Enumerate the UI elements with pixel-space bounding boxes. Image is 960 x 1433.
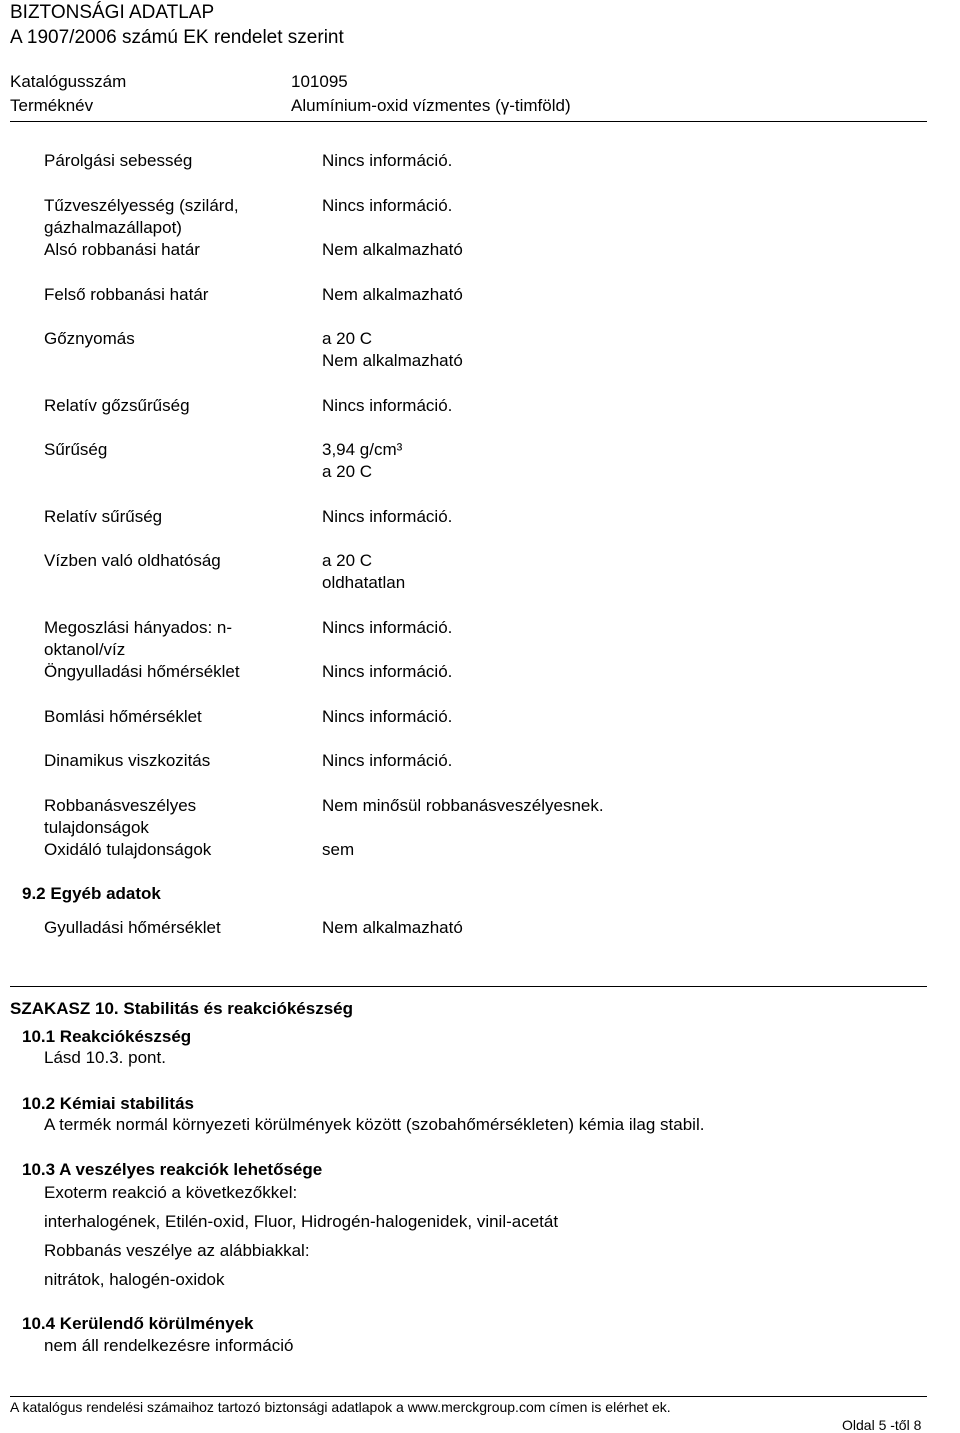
header-divider (10, 121, 927, 122)
property-value: Nincs információ. (322, 507, 453, 526)
property-label: Öngyulladási hőmérséklet (44, 662, 240, 681)
property-value: oldhatatlan (322, 573, 406, 592)
property-value: Nincs információ. (322, 618, 453, 637)
property-label: Relatív gőzsűrűség (44, 396, 190, 415)
property-value: a 20 C (322, 329, 373, 348)
section-9-2-heading: 9.2 Egyéb adatok (22, 884, 161, 903)
section-10-3-text: Robbanás veszélye az alábbiakkal: (44, 1241, 310, 1260)
section-10-2-heading: 10.2 Kémiai stabilitás (22, 1094, 194, 1113)
section-10-4-heading: 10.4 Kerülendő körülmények (22, 1314, 254, 1333)
section-10-1-heading: 10.1 Reakciókészség (22, 1027, 192, 1046)
product-label: Terméknév (10, 96, 94, 115)
property-value: a 20 C (322, 551, 373, 570)
property-value: Nincs információ. (322, 662, 453, 681)
section-10-3-heading: 10.3 A veszélyes reakciók lehetősége (22, 1160, 323, 1179)
page-number: Oldal 5 -től 8 (842, 1417, 922, 1433)
property-label: Bomlási hőmérséklet (44, 707, 202, 726)
section-10-3-text: Exoterm reakció a következőkkel: (44, 1183, 298, 1202)
property-label: Felső robbanási határ (44, 285, 209, 304)
property-value: 3,94 g/cm³ (322, 440, 403, 459)
property-label: tulajdonságok (44, 818, 149, 837)
section-divider (10, 986, 927, 987)
property-value: Nincs információ. (322, 196, 453, 215)
section-10-3-text: interhalogének, Etilén-oxid, Fluor, Hidrogén-halogenidek, vinil-acetát (44, 1212, 559, 1231)
property-label: gázhalmazállapot) (44, 218, 182, 237)
property-label: Párolgási sebesség (44, 151, 193, 170)
document-subtitle: A 1907/2006 számú EK rendelet szerint (10, 27, 344, 48)
property-value: Nem minősül robbanásveszélyesnek. (322, 796, 604, 815)
section-10-2-text: A termék normál környezeti körülmények között (szobahőmérsékleten) kémia ilag stabil. (44, 1115, 705, 1134)
property-value: Nem alkalmazható (322, 351, 463, 370)
property-label: Vízben való oldhatóság (44, 551, 221, 570)
catalog-label: Katalógusszám (10, 72, 127, 91)
property-label: Robbanásveszélyes (44, 796, 197, 815)
property-label: Oxidáló tulajdonságok (44, 840, 212, 859)
section-10-1-text: Lásd 10.3. pont. (44, 1048, 166, 1067)
property-label: Alsó robbanási határ (44, 240, 200, 259)
property-value: Nem alkalmazható (322, 918, 463, 937)
property-value: sem (322, 840, 355, 859)
section-10-3-text: nitrátok, halogén-oxidok (44, 1270, 225, 1289)
property-value: a 20 C (322, 462, 373, 481)
property-label: Gőznyomás (44, 329, 135, 348)
property-value: Nincs információ. (322, 151, 453, 170)
property-label: Gyulladási hőmérséklet (44, 918, 221, 937)
section-10-heading: SZAKASZ 10. Stabilitás és reakciókészség (10, 999, 353, 1018)
property-value: Nem alkalmazható (322, 240, 463, 259)
property-value: Nincs információ. (322, 396, 453, 415)
property-value: Nincs információ. (322, 707, 453, 726)
property-label: Tűzveszélyesség (szilárd, (44, 196, 239, 215)
property-value: Nem alkalmazható (322, 285, 463, 304)
product-value: Alumínium-oxid vízmentes (γ-timföld) (291, 96, 571, 115)
footer-note: A katalógus rendelési számaihoz tartozó biztonsági adatlapok a www.merckgroup.com címen is elérhet ek. (10, 1399, 671, 1415)
property-label: oktanol/víz (44, 640, 126, 659)
property-label: Dinamikus viszkozitás (44, 751, 211, 770)
property-label: Sűrűség (44, 440, 108, 459)
footer-divider (10, 1396, 927, 1397)
catalog-value: 101095 (291, 72, 348, 91)
property-label: Megoszlási hányados: n- (44, 618, 233, 637)
section-10-4-text: nem áll rendelkezésre információ (44, 1336, 294, 1355)
property-value: Nincs információ. (322, 751, 453, 770)
property-label: Relatív sűrűség (44, 507, 163, 526)
document-title: BIZTONSÁGI ADATLAP (10, 2, 215, 23)
